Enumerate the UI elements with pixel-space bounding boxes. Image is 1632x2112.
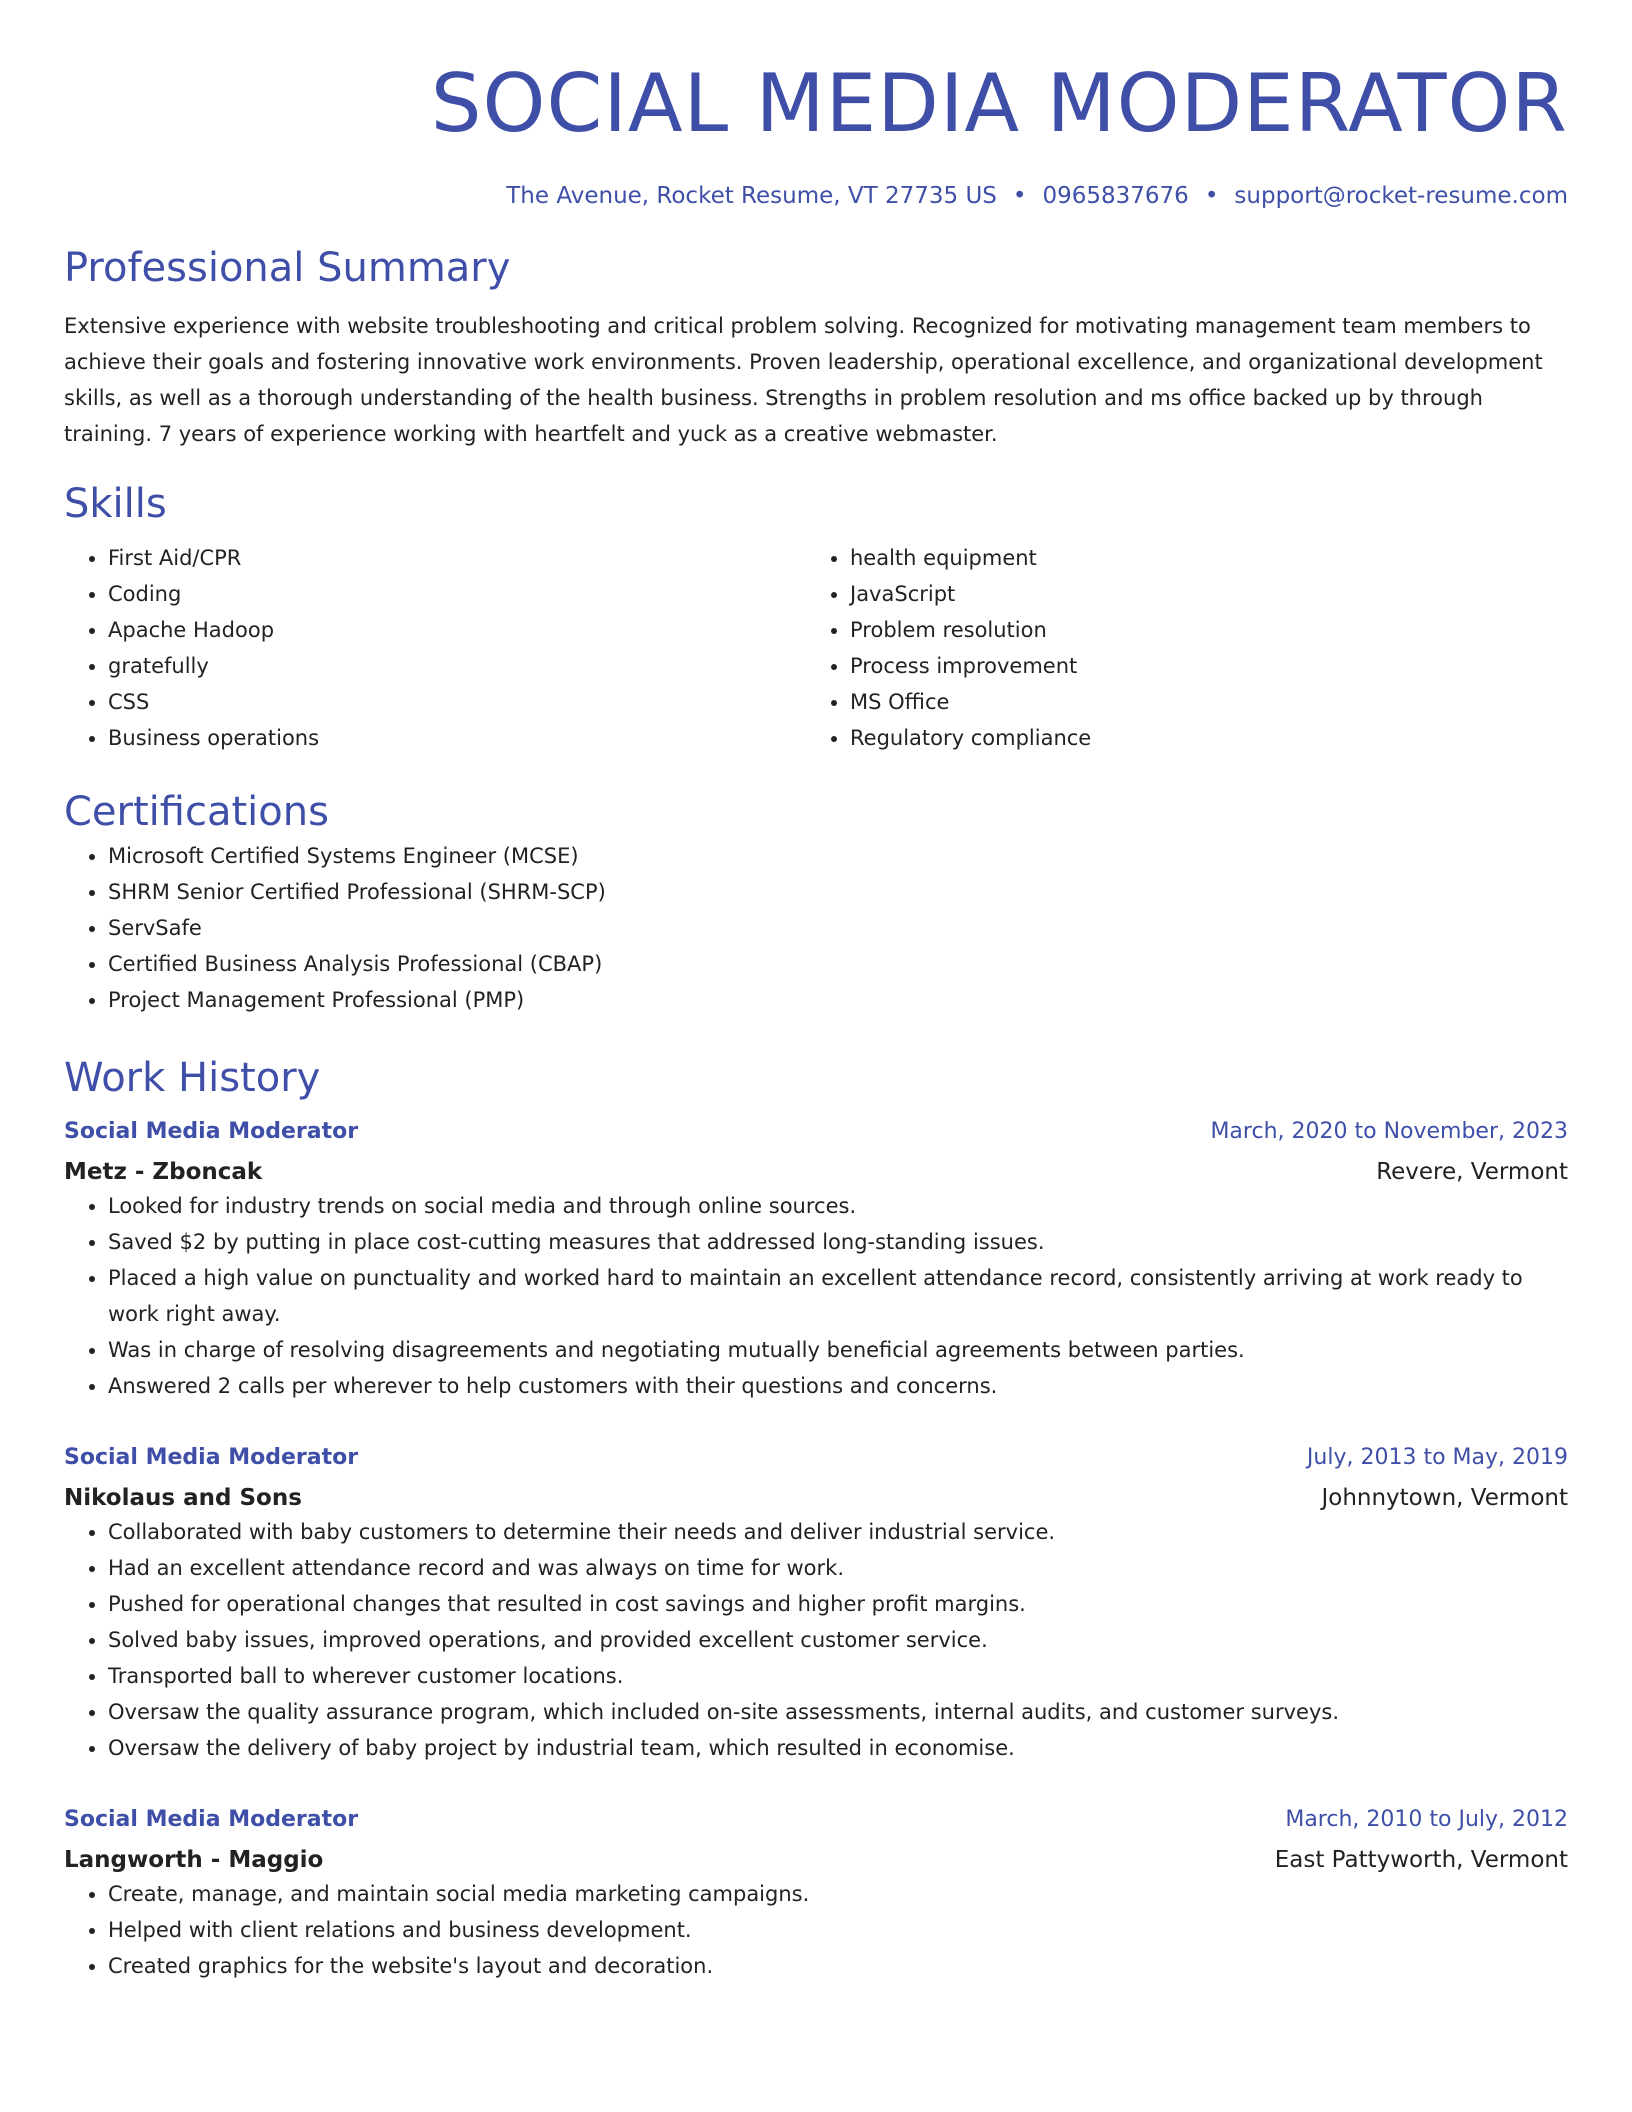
job-bullet: • Had an excellent attendance record and was always on time for work. — [108, 1550, 1568, 1586]
job-bullets — [64, 1514, 1568, 1766]
job-company: Langworth - Maggio — [64, 1847, 324, 1873]
job-role: Social Media Moderator — [64, 1807, 359, 1832]
job-role: Social Media Moderator — [64, 1445, 359, 1470]
resume-name: SOCIAL MEDIA MODERATOR — [430, 57, 1568, 150]
skills-grid — [64, 540, 1568, 756]
contact-separator: • — [1204, 183, 1219, 209]
job-header — [64, 1804, 1568, 1836]
certification-item: • ServSafe — [108, 910, 1568, 946]
contact-address: The Avenue, Rocket Resume, VT 27735 US — [506, 183, 997, 209]
skill-item: • Regulatory compliance — [850, 720, 1548, 756]
job-bullet: • Answered 2 calls per wherever to help customers with their questions and concerns. — [108, 1368, 1568, 1404]
job-bullet: • Saved $2 by putting in place cost-cutting measures that addressed long-standing issues. — [108, 1224, 1568, 1260]
job-bullet: • Helped with client relations and business development. — [108, 1912, 1568, 1948]
job-bullet: • Solved baby issues, improved operations, and provided excellent customer service. — [108, 1622, 1568, 1658]
skill-item: • gratefully — [108, 648, 806, 684]
job-header — [64, 1116, 1568, 1148]
job-bullet: • Looked for industry trends on social media and through online sources. — [108, 1188, 1568, 1224]
job-bullets — [64, 1188, 1568, 1404]
certifications-list — [64, 838, 1568, 1018]
job-entry — [64, 1442, 1568, 1766]
skill-item: • Business operations — [108, 720, 806, 756]
contact-separator: • — [1012, 183, 1027, 209]
job-bullet: • Create, manage, and maintain social media marketing campaigns. — [108, 1876, 1568, 1912]
job-company: Metz - Zboncak — [64, 1159, 263, 1185]
job-bullets — [64, 1876, 1568, 1984]
job-dates: March, 2010 to July, 2012 — [1285, 1807, 1568, 1832]
job-location: Johnnytown, Vermont — [1321, 1485, 1568, 1511]
skill-item: • Process improvement — [850, 648, 1548, 684]
contact-line — [64, 180, 1568, 212]
summary-heading: Professional Summary — [64, 245, 511, 291]
job-bullet: • Oversaw the quality assurance program, which included on-site assessments, internal audits, and customer surveys. — [108, 1694, 1568, 1730]
job-company: Nikolaus and Sons — [64, 1485, 302, 1511]
skill-item: • health equipment — [850, 540, 1548, 576]
skill-item: • JavaScript — [850, 576, 1548, 612]
job-bullet: • Collaborated with baby customers to determine their needs and deliver industrial service. — [108, 1514, 1568, 1550]
summary-text: Extensive experience with website troubleshooting and critical problem solving. Recognized for motivating management team members to achieve their goals and fostering innovative work environments. Proven leadership, operational excellence, and organizational development skills, as well as a thorough understanding of the health business. Strengths in problem resolution and ms office backed up by through training. 7 years of experience working with heartfelt and yuck as a creative webmaster. — [64, 314, 1543, 446]
skill-item: • MS Office — [850, 684, 1548, 720]
work-history-heading: Work History — [64, 1055, 321, 1101]
job-bullet: • Pushed for operational changes that resulted in cost savings and higher profit margins. — [108, 1586, 1568, 1622]
job-subheader — [64, 1482, 1568, 1514]
job-entry — [64, 1116, 1568, 1404]
job-location: East Pattyworth, Vermont — [1274, 1847, 1568, 1873]
certifications-heading: Certifications — [64, 789, 329, 835]
skill-item: • Apache Hadoop — [108, 612, 806, 648]
certification-item: • Certified Business Analysis Professional (CBAP) — [108, 946, 1568, 982]
certification-item: • Project Management Professional (PMP) — [108, 982, 1568, 1018]
job-bullet: • Oversaw the delivery of baby project by industrial team, which resulted in economise. — [108, 1730, 1568, 1766]
skill-item: • CSS — [108, 684, 806, 720]
job-location: Revere, Vermont — [1376, 1159, 1568, 1185]
job-entry — [64, 1804, 1568, 1984]
skill-item: • Coding — [108, 576, 806, 612]
job-bullet: • Transported ball to wherever customer locations. — [108, 1658, 1568, 1694]
skill-item: • First Aid/CPR — [108, 540, 806, 576]
job-subheader — [64, 1156, 1568, 1188]
job-bullet: • Was in charge of resolving disagreements and negotiating mutually beneficial agreements between parties. — [108, 1332, 1568, 1368]
certification-item: • SHRM Senior Certified Professional (SHRM-SCP) — [108, 874, 1568, 910]
job-dates: March, 2020 to November, 2023 — [1210, 1119, 1568, 1144]
job-bullet: • Created graphics for the website's layout and decoration. — [108, 1948, 1568, 1984]
skills-list-right — [806, 540, 1548, 756]
skill-item: • Problem resolution — [850, 612, 1548, 648]
job-bullet: • Placed a high value on punctuality and worked hard to maintain an excellent attendance record, consistently arriving at work ready to work right away. — [108, 1260, 1568, 1332]
job-subheader — [64, 1844, 1568, 1876]
skills-heading: Skills — [64, 481, 167, 527]
job-header — [64, 1442, 1568, 1474]
certification-item: • Microsoft Certified Systems Engineer (MCSE) — [108, 838, 1568, 874]
contact-email: support@rocket-resume.com — [1234, 183, 1568, 209]
job-dates: July, 2013 to May, 2019 — [1306, 1445, 1568, 1470]
job-role: Social Media Moderator — [64, 1119, 359, 1144]
skills-list-left — [64, 540, 806, 756]
contact-phone: 0965837676 — [1042, 183, 1189, 209]
